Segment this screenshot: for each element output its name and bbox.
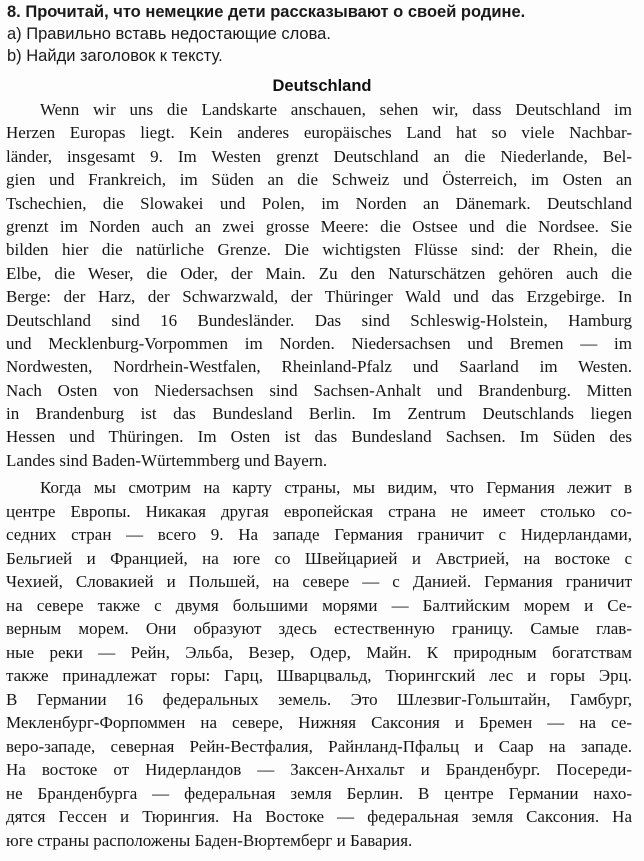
german-line: Landes sind Baden-Würtemmberg und Bayern. [6,450,328,470]
german-line: Tschechien, die Slowakei und Polen, im Norden an Dänemark. Deutschland [6,193,632,213]
german-line: und Mecklenburg-Vorpommen im Norden. Niedersachsen und Bremen — im [6,333,632,353]
russian-line: юге страны расположены Баден-Вюртемберг и Бавария. [6,830,413,850]
russian-line: Когда мы смотрим на карту страны, мы видим, что Германия лежит в [40,478,632,497]
german-line: Elbe, die Weser, die Oder, der Main. Zu den Naturschätzen gehören auch die [6,263,632,283]
german-line: Nach Osten von Niedersachsen sind Sachsen-Anhalt und Brandenburg. Mitten [6,380,632,400]
russian-line: седних стран — всего 9. На западе Германия граничит с Нидерландами, [6,525,632,544]
text-title: Deutschland [272,77,372,95]
german-line: grenzt im Norden auch an zwei grosse Meere: die Ostsee und die Nordsee. Sie [6,216,632,236]
german-line: Hessen und Thüringen. Im Osten ist das Bundesland Sachsen. Im Süden des [6,427,632,447]
german-line: Berge: der Harz, der Schwarzwald, der Thüringer Wald und das Erzgebirge. In [6,287,632,307]
russian-line: ные реки — Рейн, Эльба, Везер, Одер, Майн. К природным богатствам [6,642,632,662]
german-line: in Brandenburg ist das Bundesland Berlin. Im Zentrum Deutschlands liegen [6,404,632,424]
task-item-a: a) Правильно вставь недостающие слова. [7,25,331,43]
german-line: Nordwesten, Nordrhein-Westfalen, Rheinland-Pfalz und Saarland im Westen. [6,357,632,377]
russian-line: на севере также с двумя большими морями — Балтийским морем и Се- [6,595,632,615]
russian-line: На востоке от Нидерландов — Заксен-Анхальт и Бранденбург. Посереди- [6,760,632,779]
russian-line: Чехией, Словакией и Польшей, на севере — с Данией. Германия граничит [6,572,632,591]
task-item-b: b) Найди заголовок к тексту. [7,47,223,65]
german-line: Wenn wir uns die Landskarte anschauen, sehen wir, dass Deutschland im [40,100,632,119]
russian-text [6,476,632,852]
russian-line: дятся Гессен и Тюрингия. На Востоке — федеральная земля Саксония. На [6,807,632,826]
russian-line: верным морем. Они образуют здесь естественную границу. Самые глав- [6,619,632,638]
russian-line: также принадлежат горы: Гарц, Шварцвальд, Тюрингский лес и горы Эрц. [6,666,632,685]
russian-line: Бельгией и Францией, на юге со Швейцарией и Австрией, на востоке с [6,548,632,568]
german-line: gien und Frankreich, im Süden an die Schweiz und Österreich, im Osten an [6,170,632,190]
russian-line: В Германии 16 федеральных земель. Это Шлезвиг-Гольштайн, Гамбург, [6,689,632,709]
russian-line: центре Европы. Никакая другая европейская страна не имеет столько со- [6,501,632,521]
task-heading: 8. Прочитай, что немецкие дети рассказывают о своей родине. [7,3,526,21]
german-text [6,98,632,472]
german-line: Herzen Europas liegt. Kein anderes europäisches Land hat so viele Nachbar- [6,123,632,143]
german-line: Deutschland sind 16 Bundesländer. Das sind Schleswig-Holstein, Hamburg [6,310,632,330]
russian-line: не Бранденбурга — федеральная земля Берлин. В центре Германии нахо- [6,783,632,803]
german-line: bilden hier die natürliche Grenze. Die wichtigsten Flüsse sind: der Rhein, die [6,240,632,260]
task-instructions [7,1,637,67]
russian-line: веро-западе, северная Рейн-Вестфалия, Райнланд-Пфальц и Саар на западе. [6,736,632,756]
german-line: länder, insgesamt 9. Im Westen grenzt Deutschland an die Niederlande, Bel- [6,146,632,166]
russian-line: Мекленбург-Форпоммен на севере, Нижняя Саксония и Бремен — на се- [6,713,632,732]
